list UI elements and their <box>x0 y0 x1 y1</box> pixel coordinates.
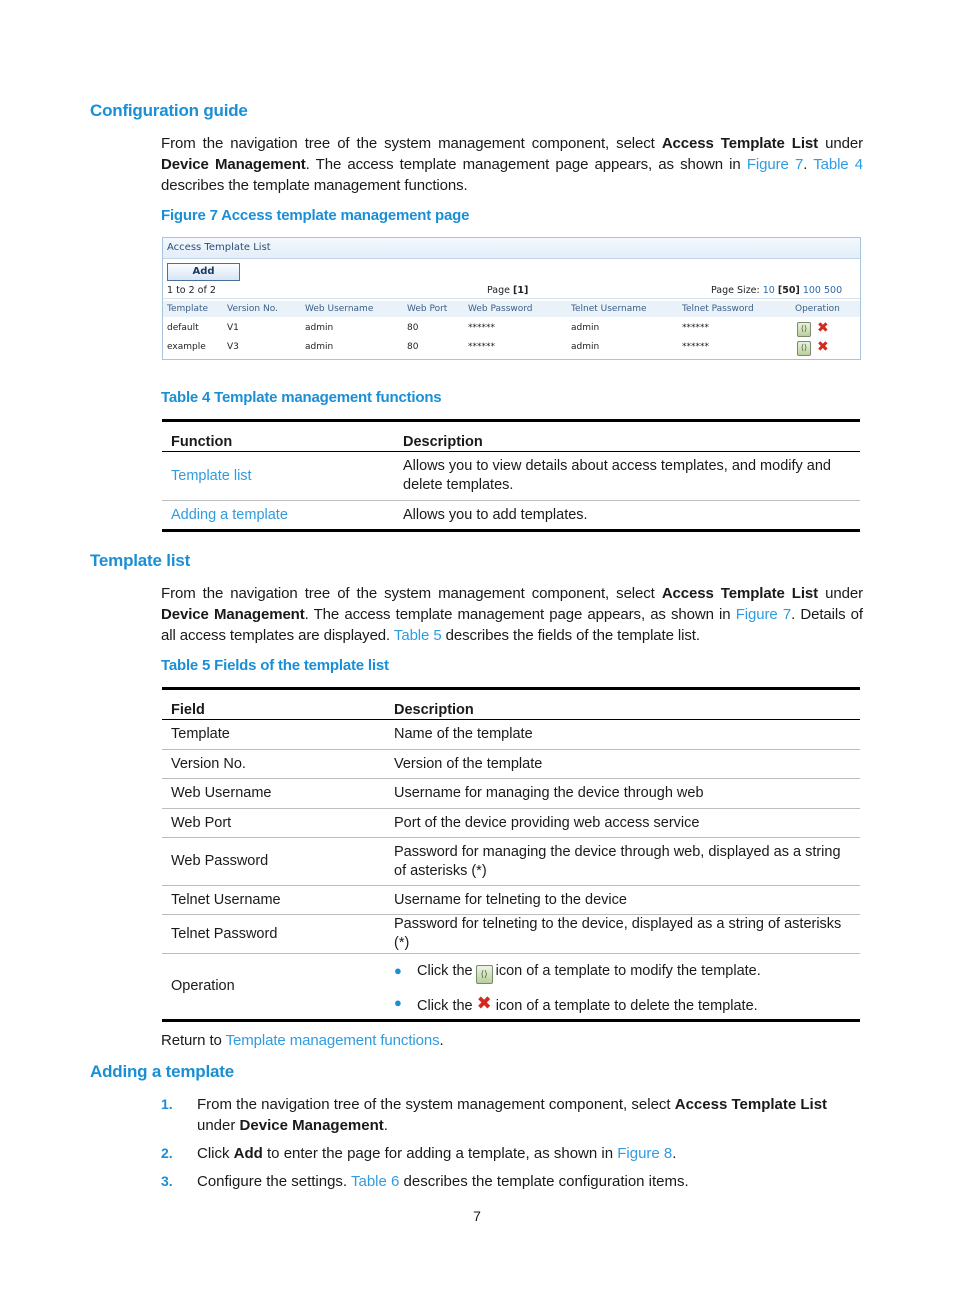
link-figure-7[interactable]: Figure 7 <box>735 606 792 623</box>
text: . <box>383 1117 388 1134</box>
cell-description: Port of the device providing web access service <box>385 809 860 838</box>
cell-function <box>162 501 394 531</box>
text: under <box>818 585 863 602</box>
step <box>161 1143 863 1164</box>
text: Click the <box>417 997 473 1014</box>
page-number: 7 <box>473 1208 481 1224</box>
cell: example <box>167 342 206 352</box>
text: . The access template management page appears, as shown in <box>304 606 736 623</box>
text: Click <box>197 1145 234 1162</box>
section-heading-configuration-guide: Configuration guide <box>90 101 248 120</box>
link-template-management-functions[interactable]: Template management functions <box>225 1032 440 1049</box>
header-description: Description <box>394 421 860 452</box>
menu-path-bold: Device Management <box>161 156 306 173</box>
modify-icon[interactable]: ⟨⟩ <box>797 322 811 337</box>
cell-field: Web Username <box>162 779 385 809</box>
text: . <box>439 1032 444 1049</box>
cell-description: Name of the template <box>385 720 860 750</box>
text: Return to <box>161 1032 226 1049</box>
text: icon of a template to modify the template. <box>495 962 761 979</box>
text: Click the <box>417 962 473 979</box>
cell-field: Web Port <box>162 809 385 838</box>
cell-field: Web Password <box>162 838 385 886</box>
col-telnet-username[interactable]: Telnet Username <box>571 304 647 314</box>
cell-field: Operation <box>162 954 385 1021</box>
col-telnet-password[interactable]: Telnet Password <box>682 304 754 314</box>
cell: 80 <box>407 323 419 333</box>
cell: ****** <box>468 323 495 333</box>
page-size-100[interactable]: 100 <box>802 285 821 296</box>
modify-icon: ⟨⟩ <box>476 965 493 984</box>
template-list-paragraph <box>161 583 863 646</box>
text: Page <box>487 285 510 296</box>
col-web-password[interactable]: Web Password <box>468 304 533 314</box>
text: . <box>803 156 814 173</box>
table-header-row <box>162 689 860 720</box>
text: under <box>197 1117 240 1134</box>
panel-title: Access Template List <box>163 238 860 259</box>
steps-list <box>161 1094 863 1199</box>
text: Configure the settings. <box>197 1173 351 1190</box>
button-name-bold: Add <box>233 1145 263 1162</box>
col-web-port[interactable]: Web Port <box>407 304 448 314</box>
text: describes the template configuration items. <box>399 1173 689 1190</box>
figure-caption: Figure 7 Access template management page <box>161 207 470 224</box>
table-caption: Table 5 Fields of the template list <box>161 657 389 674</box>
section-heading-template-list: Template list <box>90 551 191 570</box>
link-table-6[interactable]: Table 6 <box>350 1173 400 1190</box>
cell: ****** <box>682 342 709 352</box>
link-table-4[interactable]: Table 4 <box>813 156 863 173</box>
table-row <box>162 838 860 886</box>
header-field: Field <box>162 689 385 720</box>
step-number: 2. <box>161 1145 173 1161</box>
table-template-list-fields <box>162 687 860 1022</box>
cell-field: Telnet Password <box>162 915 385 954</box>
link-figure-8[interactable]: Figure 8 <box>617 1145 673 1162</box>
menu-path-bold: Device Management <box>239 1117 384 1134</box>
cell-description <box>385 954 860 1021</box>
menu-path-bold: Access Template List <box>661 585 819 602</box>
config-guide-paragraph <box>161 133 863 196</box>
bullet: ● <box>394 994 402 1010</box>
cell-field: Version No. <box>162 750 385 779</box>
cell-field: Template <box>162 720 385 750</box>
col-version[interactable]: Version No. <box>227 304 278 314</box>
grid-row <box>163 320 860 338</box>
table-caption: Table 4 Template management functions <box>161 389 442 406</box>
step <box>161 1094 863 1136</box>
link-template-list[interactable]: Template list <box>171 467 252 484</box>
cell-description: Allows you to add templates. <box>394 501 860 531</box>
pagination-row <box>163 284 860 299</box>
cell: admin <box>305 323 334 333</box>
operation-list <box>394 955 851 1019</box>
link-figure-7[interactable]: Figure 7 <box>746 156 804 173</box>
col-web-username[interactable]: Web Username <box>305 304 374 314</box>
current-page: [1] <box>513 285 529 296</box>
cell: V1 <box>227 323 239 333</box>
table-row <box>162 750 860 779</box>
page-size-500[interactable]: 500 <box>824 285 843 296</box>
col-template[interactable]: Template <box>167 304 209 314</box>
table-row <box>162 886 860 915</box>
text: From the navigation tree of the system management component, select <box>197 1096 675 1113</box>
table-row <box>162 954 860 1021</box>
step <box>161 1171 863 1192</box>
page-size-10[interactable]: 10 <box>762 285 775 296</box>
cell-description: Username for managing the device through web <box>385 779 860 809</box>
step-number: 3. <box>161 1173 173 1189</box>
text: under <box>818 135 863 152</box>
cell: admin <box>571 342 600 352</box>
text: describes the fields of the template list. <box>441 627 700 644</box>
page-size-50: [50] <box>777 285 800 296</box>
cell: default <box>167 323 199 333</box>
step-number: 1. <box>161 1096 173 1112</box>
table-row <box>162 720 860 750</box>
text: From the navigation tree of the system management component, select <box>161 135 662 152</box>
header-function: Function <box>162 421 394 452</box>
menu-path-bold: Access Template List <box>661 135 819 152</box>
link-adding-a-template[interactable]: Adding a template <box>171 506 288 523</box>
text: describes the template management functions. <box>161 177 468 194</box>
add-button[interactable]: Add <box>167 263 240 281</box>
text: . <box>672 1145 677 1162</box>
grid-header <box>163 301 860 317</box>
text: icon of a template to delete the template. <box>495 997 758 1014</box>
text: to enter the page for adding a template, as shown in <box>262 1145 618 1162</box>
cell-description: Password for managing the device through web, displayed as a string of asterisks (*) <box>385 838 860 886</box>
bullet: ● <box>394 962 402 978</box>
cell: 80 <box>407 342 419 352</box>
col-operation: Operation <box>795 304 840 314</box>
cell: admin <box>571 323 600 333</box>
page-size <box>711 285 842 296</box>
list-item <box>394 987 851 1019</box>
table-row <box>162 452 860 501</box>
table-row <box>162 501 860 531</box>
cell-description: Version of the template <box>385 750 860 779</box>
table-template-management-functions <box>162 419 860 532</box>
modify-icon[interactable]: ⟨⟩ <box>797 341 811 356</box>
cell-field: Telnet Username <box>162 886 385 915</box>
text: From the navigation tree of the system management component, select <box>161 585 662 602</box>
table-row <box>162 779 860 809</box>
cell-description: Password for telneting to the device, displayed as a string of asterisks (*) <box>385 915 860 954</box>
delete-icon[interactable]: ✖ <box>817 339 829 355</box>
cell: ****** <box>682 323 709 333</box>
list-item <box>394 955 851 987</box>
figure-access-template-list <box>162 237 861 360</box>
menu-path-bold: Device Management <box>161 606 305 623</box>
header-description: Description <box>385 689 860 720</box>
table-row <box>162 809 860 838</box>
table-header-row <box>162 421 860 452</box>
return-line <box>161 1030 863 1051</box>
cell-description: Allows you to view details about access templates, and modify and delete templates. <box>394 452 860 501</box>
delete-icon[interactable]: ✖ <box>817 320 829 336</box>
delete-icon: ✖ <box>476 992 492 1013</box>
text: . Details of all access templates are displayed. <box>161 606 863 644</box>
menu-path-bold: Access Template List <box>674 1096 828 1113</box>
cell: ****** <box>468 342 495 352</box>
text: . The access template management page appears, as shown in <box>305 156 747 173</box>
link-table-5[interactable]: Table 5 <box>393 627 442 644</box>
page-label <box>487 285 528 296</box>
cell-function <box>162 452 394 501</box>
page-size-label: Page Size: <box>711 285 760 296</box>
cell: V3 <box>227 342 239 352</box>
section-heading-adding-a-template: Adding a template <box>90 1062 234 1081</box>
record-range: 1 to 2 of 2 <box>167 285 216 296</box>
cell-description: Username for telneting to the device <box>385 886 860 915</box>
cell: admin <box>305 342 334 352</box>
table-row <box>162 915 860 954</box>
grid-row <box>163 339 860 357</box>
